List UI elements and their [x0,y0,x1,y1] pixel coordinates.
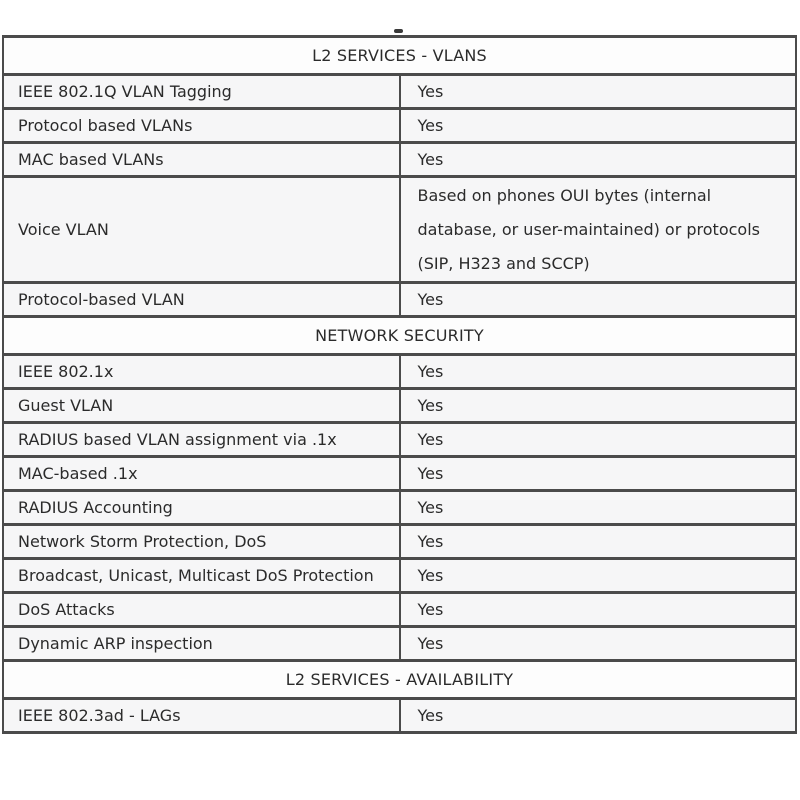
feature-spec-table [2,35,797,734]
feature-name-cell: Protocol based VLANs [3,109,400,143]
table-row [3,423,796,457]
table-row [3,627,796,661]
feature-name-cell: RADIUS based VLAN assignment via .1x [3,423,400,457]
feature-value-cell: Yes [400,355,797,389]
table-row [3,593,796,627]
feature-value-cell: Yes [400,699,797,733]
feature-value-cell: Yes [400,423,797,457]
value-line: (SIP, H323 and SCCP) [417,253,590,273]
feature-name-cell: Voice VLAN [3,177,400,283]
table-row-voice-vlan [3,177,796,283]
section-header-row [3,317,796,355]
feature-name-cell: MAC based VLANs [3,143,400,177]
crop-artifact-top-mark [394,29,403,33]
feature-value-cell: Yes [400,75,797,109]
feature-value-cell: Yes [400,283,797,317]
multiline-value [418,179,790,281]
feature-value-cell [400,177,797,283]
table-row [3,525,796,559]
section-header-network-security: NETWORK SECURITY [3,317,796,355]
table-row [3,143,796,177]
feature-name-cell: RADIUS Accounting [3,491,400,525]
feature-name-cell: DoS Attacks [3,593,400,627]
section-header-l2-availability: L2 SERVICES - AVAILABILITY [3,661,796,699]
feature-value-cell: Yes [400,109,797,143]
table-row [3,389,796,423]
feature-name-cell: IEEE 802.3ad - LAGs [3,699,400,733]
value-line: database, or user-maintained) or protocols [417,219,760,239]
feature-name-cell: Dynamic ARP inspection [3,627,400,661]
section-header-row [3,37,796,75]
feature-value-cell: Yes [400,389,797,423]
feature-value-cell: Yes [400,627,797,661]
table-row [3,75,796,109]
feature-name-cell: IEEE 802.1Q VLAN Tagging [3,75,400,109]
value-line: Based on phones OUI bytes (internal [417,185,712,205]
table-row [3,491,796,525]
feature-name-cell: Broadcast, Unicast, Multicast DoS Protection [3,559,400,593]
feature-name-cell: IEEE 802.1x [3,355,400,389]
table-row [3,699,796,733]
table-row [3,457,796,491]
feature-value-cell: Yes [400,457,797,491]
table-row [3,109,796,143]
feature-name-cell: Protocol-based VLAN [3,283,400,317]
feature-name-cell: MAC-based .1x [3,457,400,491]
section-header-l2-vlans: L2 SERVICES - VLANS [3,37,796,75]
feature-value-cell: Yes [400,143,797,177]
table-row [3,559,796,593]
feature-value-cell: Yes [400,593,797,627]
section-header-row [3,661,796,699]
feature-name-cell: Guest VLAN [3,389,400,423]
table-row [3,283,796,317]
feature-value-cell: Yes [400,559,797,593]
feature-name-cell: Network Storm Protection, DoS [3,525,400,559]
table-row [3,355,796,389]
feature-value-cell: Yes [400,525,797,559]
feature-value-cell: Yes [400,491,797,525]
